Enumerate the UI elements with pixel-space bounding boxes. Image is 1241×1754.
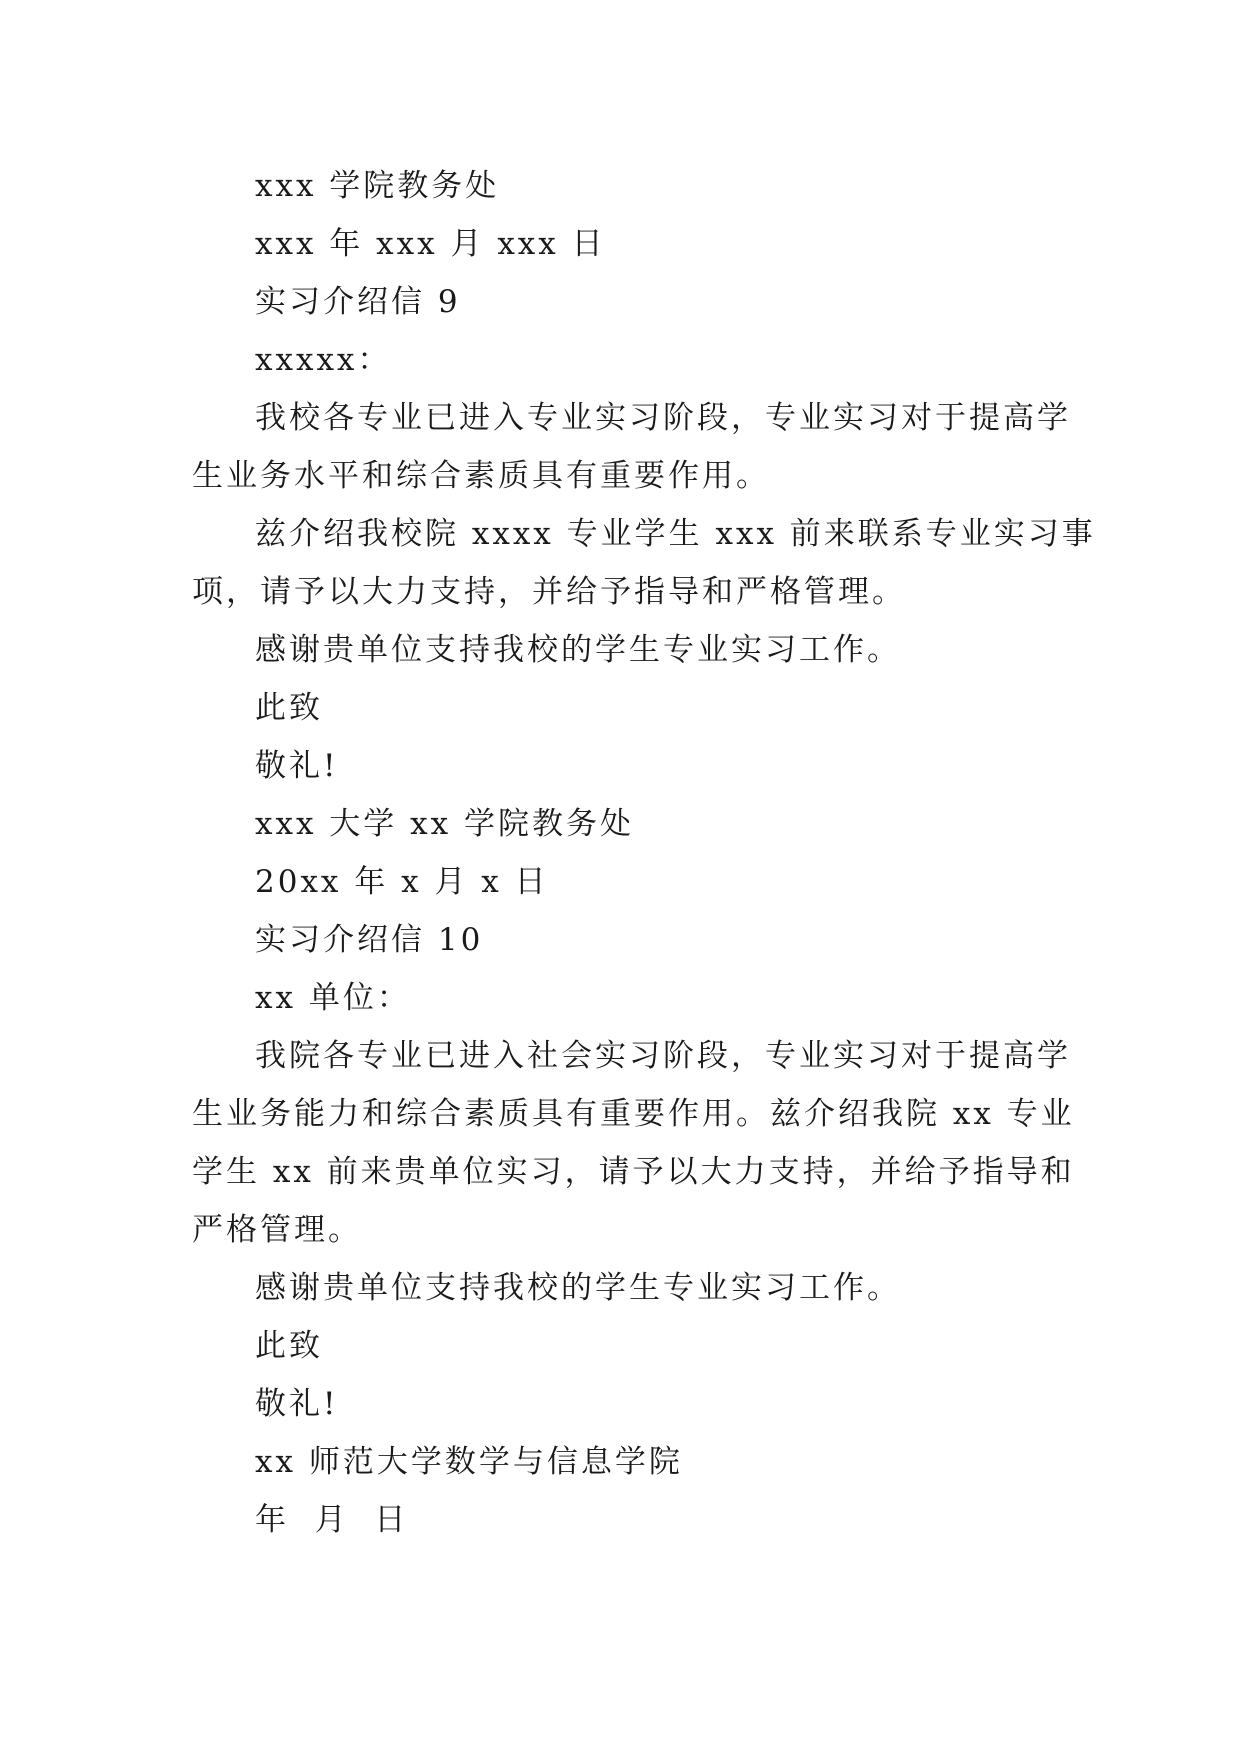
paragraph-line: 项，请予以大力支持，并给予指导和严格管理。 xyxy=(192,574,906,610)
closing-line: 此致 xyxy=(255,1328,323,1364)
closing-line: 敬礼! xyxy=(255,1386,339,1422)
paragraph-line: 兹介绍我校院 xxxx 专业学生 xxx 前来联系专业实习事 xyxy=(255,516,1096,552)
org-line: xxx 大学 xx 学院教务处 xyxy=(255,806,634,842)
thanks-line: 感谢贵单位支持我校的学生专业实习工作。 xyxy=(255,632,901,668)
date-line: 20xx 年 x 月 x 日 xyxy=(255,864,549,900)
salutation: xx 单位： xyxy=(255,980,411,1016)
closing-line: 敬礼! xyxy=(255,748,339,784)
org-line: xx 师范大学数学与信息学院 xyxy=(255,1444,683,1480)
paragraph-line: 生业务能力和综合素质具有重要作用。兹介绍我院 xx 专业 xyxy=(192,1096,1075,1132)
paragraph-line: 我校各专业已进入专业实习阶段，专业实习对于提高学 xyxy=(255,400,1071,436)
letter-heading: 实习介绍信 10 xyxy=(255,922,484,958)
salutation: xxxxx： xyxy=(255,342,392,378)
paragraph-line: 学生 xx 前来贵单位实习，请予以大力支持，并给予指导和 xyxy=(192,1154,1075,1190)
paragraph-line: 我院各专业已进入社会实习阶段，专业实习对于提高学 xyxy=(255,1038,1071,1074)
paragraph-line: 严格管理。 xyxy=(192,1212,362,1248)
closing-line: 此致 xyxy=(255,690,323,726)
letter-heading: 实习介绍信 9 xyxy=(255,284,461,320)
org-line: xxx 学院教务处 xyxy=(255,168,500,204)
paragraph-line: 生业务水平和综合素质具有重要作用。 xyxy=(192,458,770,494)
thanks-line: 感谢贵单位支持我校的学生专业实习工作。 xyxy=(255,1270,901,1306)
date-line: xxx 年 xxx 月 xxx 日 xyxy=(255,226,606,262)
date-line: 年 月 日 xyxy=(255,1502,409,1538)
